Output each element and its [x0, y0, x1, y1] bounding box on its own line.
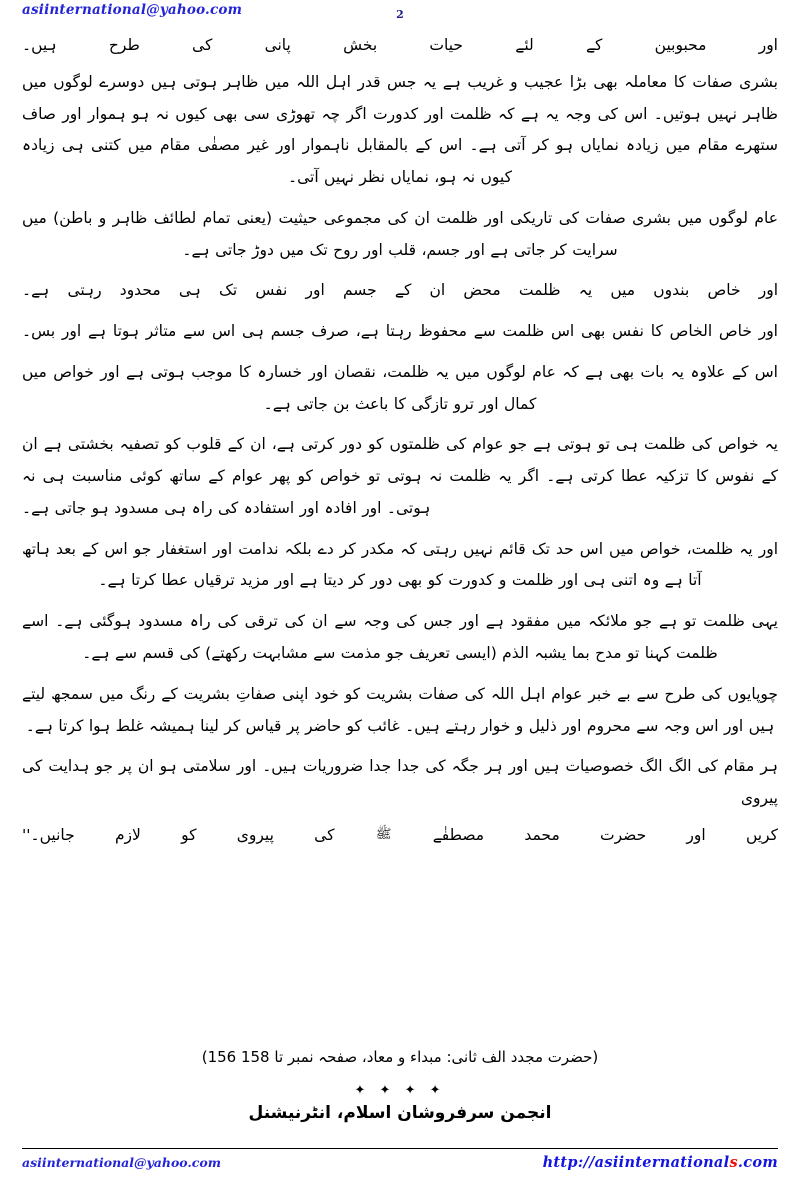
decorative-diamond-ornaments-icon: ✦ ✦ ✦ ✦ [354, 1083, 446, 1098]
document-body [22, 30, 778, 861]
page-footer [22, 1154, 778, 1178]
citation-page-range: 156 تا 158 [207, 1048, 284, 1066]
paragraph-nuqsan-khasara: اس کے علاوہ یہ بات بھی ہے کہ عام لوگوں میں یہ ظلمت، نقصان اور خسارہ کا موجب ہوتی ہے اور خواص میں کمال اور ترو تازگی کا باعث بن جاتی ہے۔ [22, 362, 778, 413]
footer-website-url[interactable] [543, 1154, 778, 1171]
page-number: 2 [396, 8, 404, 21]
paragraph-khaas-ul-khaas: اور خاص الخاص کا نفس بھی اس ظلمت سے محفوظ رہتا ہے، صرف جسم ہی اس سے متاثر ہوتا ہے اور بس۔ [22, 322, 778, 341]
footer-url-highlight-s: s [729, 1154, 738, 1171]
closing-text-after-honorific: کی پیروی کو لازم جانیں۔'' [22, 825, 375, 844]
paragraph-nadamat-istighfar: اور یہ ظلمت، خواص میں اس حد تک قائم نہیں رہتی کہ مکدر کر دے بلکہ ندامت اور استغفار جو اس کے بعد ہاتھ آتا ہے وہ اتنی ہی اور ظلمت و کدورت کو بھی دور کر دیتا ہے اور مزید ترقیاں عطا کرتا ہے۔ [22, 539, 778, 590]
page-header [0, 0, 800, 34]
citation-source-name: (حضرت مجدد الف ثانی: مبداء و معاد، صفحہ نمبر [283, 1048, 599, 1066]
paragraph-khaas-bandon: اور خاص بندوں میں یہ ظلمت محض ان کے جسم اور نفس تک ہی محدود رہتی ہے۔ [22, 281, 778, 300]
citation-reference [0, 1048, 800, 1066]
footer-url-prefix: http://asiinternational [542, 1154, 730, 1171]
citation-closing-paren: ) [201, 1048, 208, 1066]
paragraph-har-maqam-line2 [22, 820, 778, 852]
footer-email-address[interactable]: asiinternational@yahoo.com [22, 1155, 221, 1170]
paragraph-chaupayon-ki-tarah: چوپایوں کی طرح سے بے خبر عوام اہل اللہ کی صفات بشریت کو خود اپنی صفاتِ بشریت کے رنگ میں سمجھ لیتے ہیں اور اس وجہ سے محروم اور ذلیل و خوار رہتے ہیں۔ غائب کو حاضر پر قیاس کر لینا ہمیشہ غلط ہوا کرتا ہے۔ [22, 684, 778, 735]
paragraph-bashari-sifaat: بشری صفات کا معاملہ بھی بڑا عجیب و غریب ہے یہ جس قدر اہل اللہ میں ظاہر ہوتی ہیں دوسرے لوگوں میں ظاہر نہیں ہوتیں۔ اس کی وجہ یہ ہے کہ ظلمت اور کدورت اگر چہ تھوڑی سی بھی کیوں نہ ہو ہموار اور صاف ستھرے مقام میں زیادہ نمایاں ہو کر آتی ہے۔ اس کے بالمقابل ناہموار اور غیر مصفٰی مقام میں کتنی ہی زیادہ کیوں نہ ہو، نمایاں نظر نہیں آتی۔ [22, 72, 778, 187]
paragraph-aam-log-zulmat: عام لوگوں میں بشری صفات کی تاریکی اور ظلمت ان کی مجموعی حیثیت (یعنی تمام لطائف ظاہر و باطن) میں سرایت کر جاتی ہے اور جسم، قلب اور روح تک میں دوڑ جاتی ہے۔ [22, 208, 778, 259]
paragraph-khawas-ki-zulmat: یہ خواص کی ظلمت ہی تو ہوتی ہے جو عوام کی ظلمتوں کو دور کرتی ہے، ان کے قلوب کو تصفیہ بخشتی ہے ان کے نفوس کا تزکیہ عطا کرتی ہے۔ اگر یہ ظلمت نہ ہوتی تو خواص کو پھر عوام کے ساتھ کوئی مناسبت ہی نہ ہوتی۔ اور افادہ اور استفادہ کی راہ ہی مسدود ہو جاتی ہے۔ [22, 435, 778, 517]
paragraph-har-maqam-line1: ہر مقام کی الگ الگ خصوصیات ہیں اور ہر جگہ کی جدا جدا ضروریات ہیں۔ اور سلامتی ہو ان پر جو ہدایت کی پیروی [22, 757, 778, 808]
paragraph-intro-line: اور محبوبین کے لئے حیات بخش پانی کی طرح ہیں۔ [22, 36, 778, 54]
header-email-address[interactable]: asiinternational@yahoo.com [22, 2, 243, 18]
footer-url-suffix: .com [737, 1154, 778, 1171]
footer-divider [22, 1148, 778, 1149]
organization-name: انجمن سرفروشان اسلام، انٹرنیشنل [248, 1103, 552, 1123]
paragraph-malaika-madh: یہی ظلمت تو ہے جو ملائکہ میں مفقود ہے اور جس کی وجہ سے ان کی ترقی کی راہ مسدود ہوگئی ہے۔ اسے ظلمت کہنا تو مدح بما یشبہ الذم (ایسی تعریف جو مذمت سے مشابہت رکھتے) کی قسم سے ہے۔ [22, 612, 778, 663]
closing-text-before-honorific: کریں اور حضرت محمد مصطفٰے [392, 825, 778, 844]
sallallahu-alaihi-wasallam-icon: ﷺ [375, 826, 392, 842]
